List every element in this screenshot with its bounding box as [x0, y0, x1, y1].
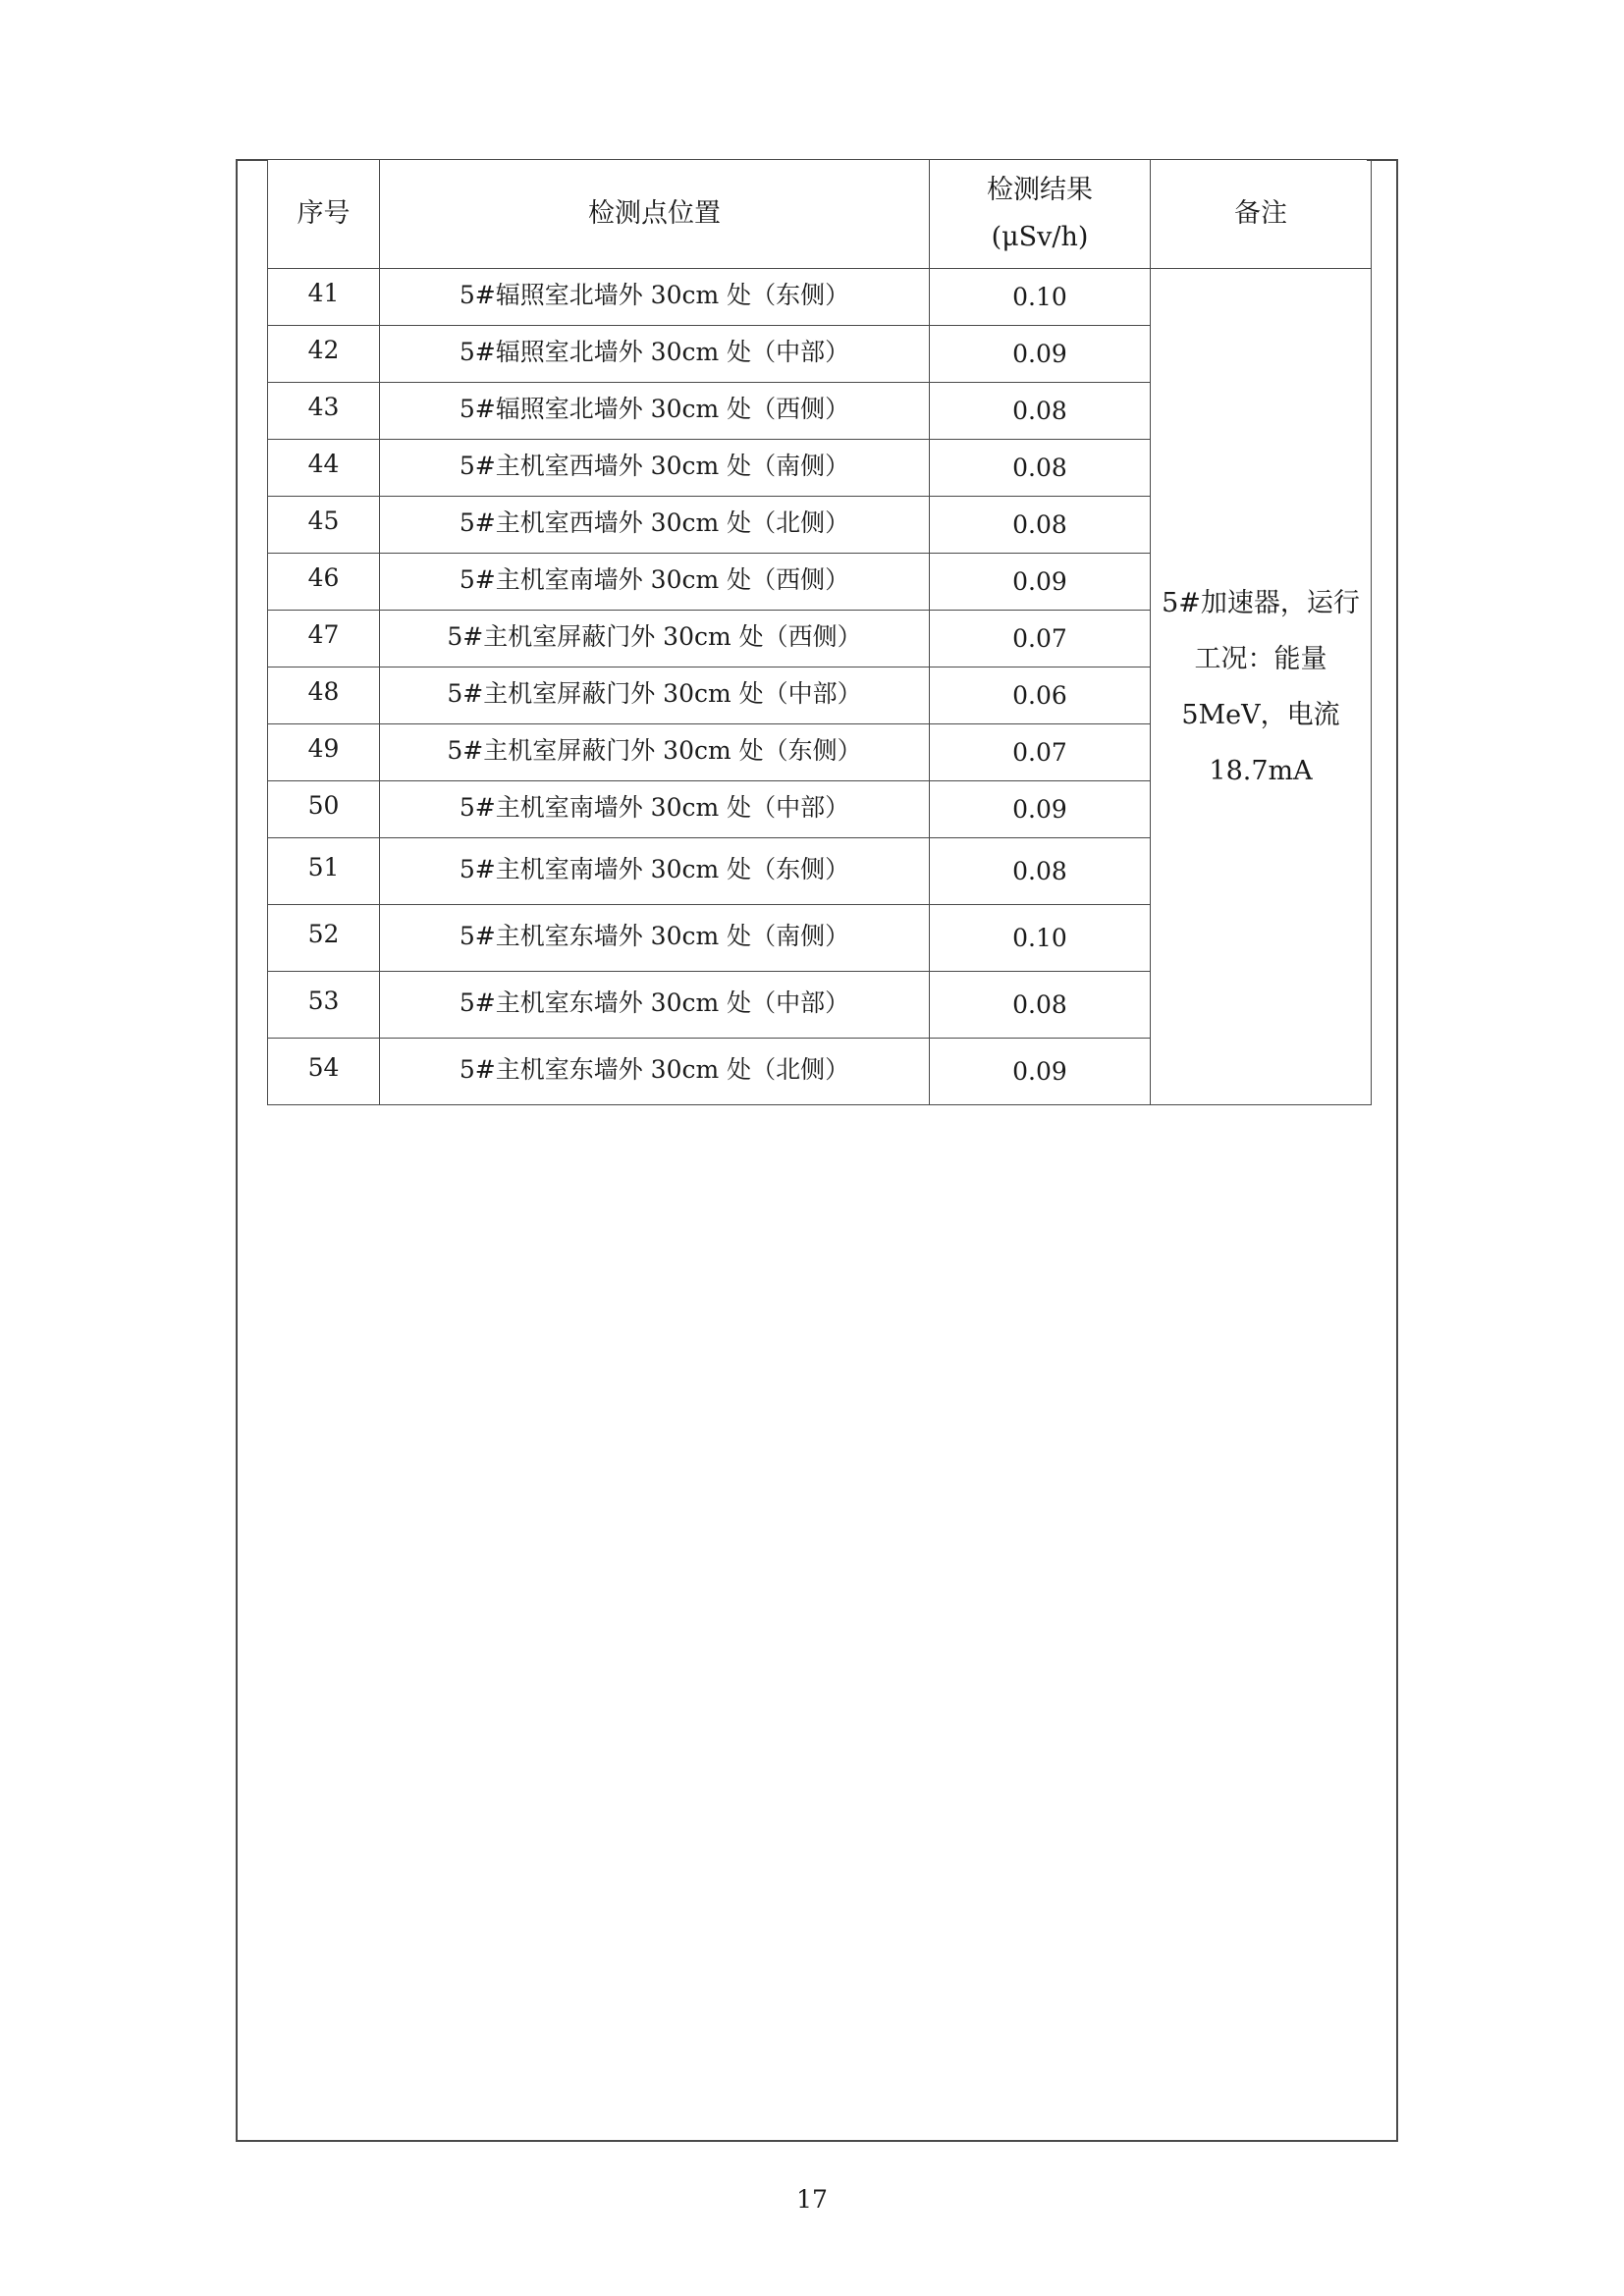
cell-no-text: 50: [307, 791, 340, 820]
page-number: 17: [796, 2185, 828, 2214]
cell-no-text: 42: [307, 336, 340, 364]
remark-line3: 5MeV，电流: [1181, 699, 1340, 730]
cell-location: [380, 905, 930, 972]
cell-result: 0.08: [930, 497, 1151, 554]
remark-line2: 工况：能量: [1194, 643, 1327, 674]
cell-no-text: 52: [307, 920, 340, 948]
remark-line1: 5#加速器，运行: [1162, 587, 1360, 618]
cell-location-text: 5#辐照室北墙外 30cm 处（西侧）: [459, 394, 850, 423]
cell-result: 0.06: [930, 667, 1151, 724]
cell-location-text: 5#主机室屏蔽门外 30cm 处（西侧）: [447, 621, 862, 651]
header-remark: 备注: [1151, 160, 1372, 269]
cell-result: 0.09: [930, 326, 1151, 383]
table-row: [268, 269, 1372, 326]
cell-no: [268, 724, 380, 781]
cell-no: [268, 611, 380, 667]
cell-result: 0.08: [930, 383, 1151, 440]
cell-no-text: 43: [307, 393, 340, 421]
cell-result: 0.08: [930, 972, 1151, 1039]
cell-location: [380, 972, 930, 1039]
cell-no: [268, 440, 380, 497]
cell-location: [380, 667, 930, 724]
cell-result: 0.09: [930, 554, 1151, 611]
cell-result: 0.10: [930, 269, 1151, 326]
cell-no-text: 53: [307, 987, 340, 1015]
measurement-table: [267, 159, 1372, 1105]
cell-location: [380, 269, 930, 326]
table-header-row: [268, 160, 1372, 269]
cell-location-text: 5#主机室屏蔽门外 30cm 处（东侧）: [447, 735, 862, 765]
cell-location: [380, 440, 930, 497]
header-location: 检测点位置: [380, 160, 930, 269]
cell-location-text: 5#主机室东墙外 30cm 处（中部）: [459, 988, 850, 1017]
cell-no: [268, 554, 380, 611]
cell-location-text: 5#主机室南墙外 30cm 处（中部）: [459, 792, 850, 822]
cell-no: [268, 269, 380, 326]
cell-result: 0.07: [930, 611, 1151, 667]
frame-top-edge-left: [236, 159, 267, 161]
cell-no-text: 45: [307, 507, 340, 535]
header-no: 序号: [268, 160, 380, 269]
cell-result: 0.10: [930, 905, 1151, 972]
cell-no-text: 47: [307, 620, 340, 649]
cell-no: [268, 383, 380, 440]
cell-location: [380, 383, 930, 440]
cell-location: [380, 497, 930, 554]
cell-location-text: 5#主机室南墙外 30cm 处（西侧）: [459, 564, 850, 594]
cell-location: [380, 724, 930, 781]
cell-result: 0.07: [930, 724, 1151, 781]
cell-location: [380, 611, 930, 667]
cell-location-text: 5#辐照室北墙外 30cm 处（中部）: [459, 337, 850, 366]
cell-remark: [1151, 269, 1372, 1105]
cell-result: 0.09: [930, 781, 1151, 838]
cell-no: [268, 667, 380, 724]
header-result-line1: 检测结果: [987, 175, 1093, 205]
cell-location: [380, 326, 930, 383]
cell-no-text: 46: [307, 563, 340, 592]
cell-location: [380, 781, 930, 838]
cell-no: [268, 1039, 380, 1105]
cell-no-text: 48: [307, 677, 340, 706]
cell-location-text: 5#主机室西墙外 30cm 处（南侧）: [459, 451, 850, 480]
cell-location-text: 5#辐照室北墙外 30cm 处（东侧）: [459, 280, 850, 309]
header-result: [930, 160, 1151, 269]
cell-location: [380, 838, 930, 905]
cell-location-text: 5#主机室屏蔽门外 30cm 处（中部）: [447, 678, 862, 708]
header-result-unit: (μSv/h): [991, 222, 1089, 252]
cell-location: [380, 554, 930, 611]
cell-no: [268, 326, 380, 383]
cell-location-text: 5#主机室西墙外 30cm 处（北侧）: [459, 507, 850, 537]
cell-no: [268, 905, 380, 972]
cell-result: 0.09: [930, 1039, 1151, 1105]
cell-no-text: 51: [307, 853, 340, 881]
cell-no-text: 44: [307, 450, 340, 478]
cell-no-text: 54: [307, 1053, 340, 1082]
remark-line4: 18.7mA: [1209, 755, 1313, 786]
cell-location-text: 5#主机室东墙外 30cm 处（南侧）: [459, 921, 850, 950]
cell-result: 0.08: [930, 838, 1151, 905]
cell-no: [268, 781, 380, 838]
cell-no-text: 41: [307, 279, 340, 307]
cell-no: [268, 497, 380, 554]
cell-location-text: 5#主机室东墙外 30cm 处（北侧）: [459, 1054, 850, 1084]
cell-no-text: 49: [307, 734, 340, 763]
cell-no: [268, 972, 380, 1039]
cell-no: [268, 838, 380, 905]
cell-location: [380, 1039, 930, 1105]
cell-result: 0.08: [930, 440, 1151, 497]
cell-location-text: 5#主机室南墙外 30cm 处（东侧）: [459, 854, 850, 883]
